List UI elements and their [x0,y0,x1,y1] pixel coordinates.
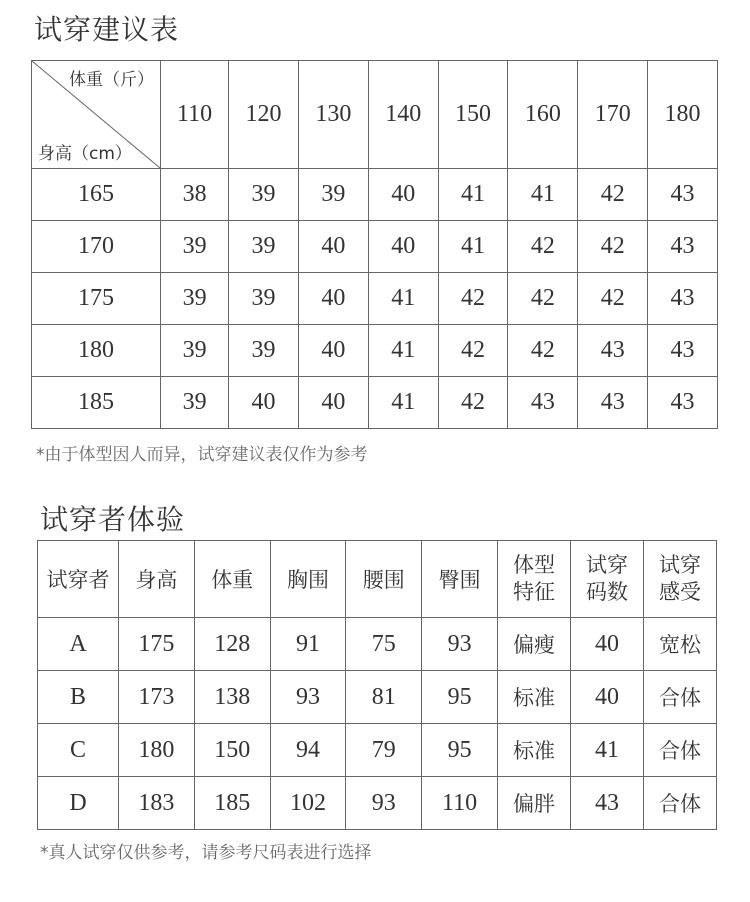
weight-header: 110 [161,61,229,169]
table-row [32,221,718,273]
chest-cell: 91 [270,618,346,671]
size-cell: 38 [161,169,229,221]
height-cell: 183 [119,777,195,830]
header-body-type-line1: 体型 [513,552,555,577]
hip-cell: 95 [422,724,498,777]
weight-header: 150 [438,61,508,169]
weight-cell: 128 [194,618,270,671]
feel-cell: 合体 [644,671,717,724]
size-cell: 39 [229,221,299,273]
size-cell: 41 [571,724,644,777]
header-size-line1: 试穿 [586,552,628,577]
weight-header: 130 [298,61,368,169]
table-row [32,325,718,377]
header-waist: 腰围 [346,541,422,618]
corner-height-label: 身高（cm） [38,144,132,164]
hip-cell: 95 [422,671,498,724]
weight-header: 180 [648,61,718,169]
size-cell: 40 [298,273,368,325]
table-row [38,777,717,830]
height-cell: 185 [32,377,161,429]
header-size [571,541,644,618]
waist-cell: 81 [346,671,422,724]
weight-header: 140 [368,61,438,169]
size-cell: 43 [648,221,718,273]
waist-cell: 75 [346,618,422,671]
size-cell: 43 [508,377,578,429]
size-cell: 39 [161,221,229,273]
size-cell: 42 [438,377,508,429]
size-cell: 39 [229,169,299,221]
size-cell: 39 [298,169,368,221]
body-type-cell: 标准 [498,671,571,724]
header-hip: 臀围 [422,541,498,618]
size-suggestion-table [31,60,718,429]
size-cell: 40 [229,377,299,429]
size-cell: 40 [298,221,368,273]
size-cell: 40 [368,169,438,221]
size-cell: 43 [648,273,718,325]
size-cell: 42 [438,325,508,377]
waist-cell: 79 [346,724,422,777]
height-cell: 165 [32,169,161,221]
size-cell: 41 [368,325,438,377]
table-row [38,724,717,777]
weight-header: 170 [578,61,648,169]
table-row [38,671,717,724]
waist-cell: 93 [346,777,422,830]
body-type-cell: 偏胖 [498,777,571,830]
experience-title: 试穿者体验 [40,503,186,536]
header-feel-line2: 感受 [659,580,701,604]
weight-cell: 150 [194,724,270,777]
weight-cell: 185 [194,777,270,830]
chest-cell: 93 [270,671,346,724]
header-feel-line1: 试穿 [659,552,701,577]
hip-cell: 110 [422,777,498,830]
feel-cell: 合体 [644,724,717,777]
header-height: 身高 [119,541,195,618]
size-cell: 42 [578,273,648,325]
size-cell: 40 [298,325,368,377]
height-cell: 170 [32,221,161,273]
weight-header: 160 [508,61,578,169]
height-cell: 173 [119,671,195,724]
size-cell: 43 [571,777,644,830]
tester-cell: B [38,671,119,724]
size-cell: 41 [508,169,578,221]
header-size-line2: 码数 [586,580,628,604]
size-cell: 39 [161,273,229,325]
size-cell: 40 [368,221,438,273]
size-cell: 42 [508,325,578,377]
table-header-row [32,61,718,169]
header-feel [644,541,717,618]
size-cell: 39 [161,325,229,377]
suggest-title: 试穿建议表 [34,13,180,46]
experience-note: *真人试穿仅供参考，请参考尺码表进行选择 [40,843,372,863]
table-row [32,273,718,325]
table-row [32,169,718,221]
height-cell: 175 [119,618,195,671]
chest-cell: 94 [270,724,346,777]
header-tester: 试穿者 [38,541,119,618]
height-cell: 180 [32,325,161,377]
size-cell: 42 [508,273,578,325]
suggest-note: *由于体型因人而异，试穿建议表仅作为参考 [36,445,368,465]
weight-cell: 138 [194,671,270,724]
table-row [32,377,718,429]
size-cell: 39 [229,273,299,325]
size-cell: 41 [368,273,438,325]
size-cell: 43 [648,169,718,221]
body-type-cell: 标准 [498,724,571,777]
tester-cell: A [38,618,119,671]
height-cell: 175 [32,273,161,325]
header-body-type [498,541,571,618]
hip-cell: 93 [422,618,498,671]
size-cell: 40 [571,671,644,724]
weight-header: 120 [229,61,299,169]
header-weight: 体重 [194,541,270,618]
corner-weight-label: 体重（斤） [69,70,154,90]
size-cell: 43 [648,377,718,429]
size-cell: 39 [229,325,299,377]
chest-cell: 102 [270,777,346,830]
feel-cell: 宽松 [644,618,717,671]
table-row [38,618,717,671]
header-body-type-line2: 特征 [513,580,555,604]
height-cell: 180 [119,724,195,777]
size-cell: 43 [578,377,648,429]
size-cell: 43 [648,325,718,377]
corner-cell [32,61,161,169]
size-cell: 41 [368,377,438,429]
size-cell: 42 [578,169,648,221]
size-cell: 41 [438,169,508,221]
feel-cell: 合体 [644,777,717,830]
size-cell: 43 [578,325,648,377]
size-cell: 41 [438,221,508,273]
body-type-cell: 偏瘦 [498,618,571,671]
tester-cell: C [38,724,119,777]
size-cell: 39 [161,377,229,429]
tester-cell: D [38,777,119,830]
header-chest: 胸围 [270,541,346,618]
tester-experience-table [37,540,717,830]
size-cell: 40 [298,377,368,429]
table-header-row [38,541,717,618]
size-cell: 42 [438,273,508,325]
size-cell: 42 [508,221,578,273]
size-cell: 40 [571,618,644,671]
size-cell: 42 [578,221,648,273]
